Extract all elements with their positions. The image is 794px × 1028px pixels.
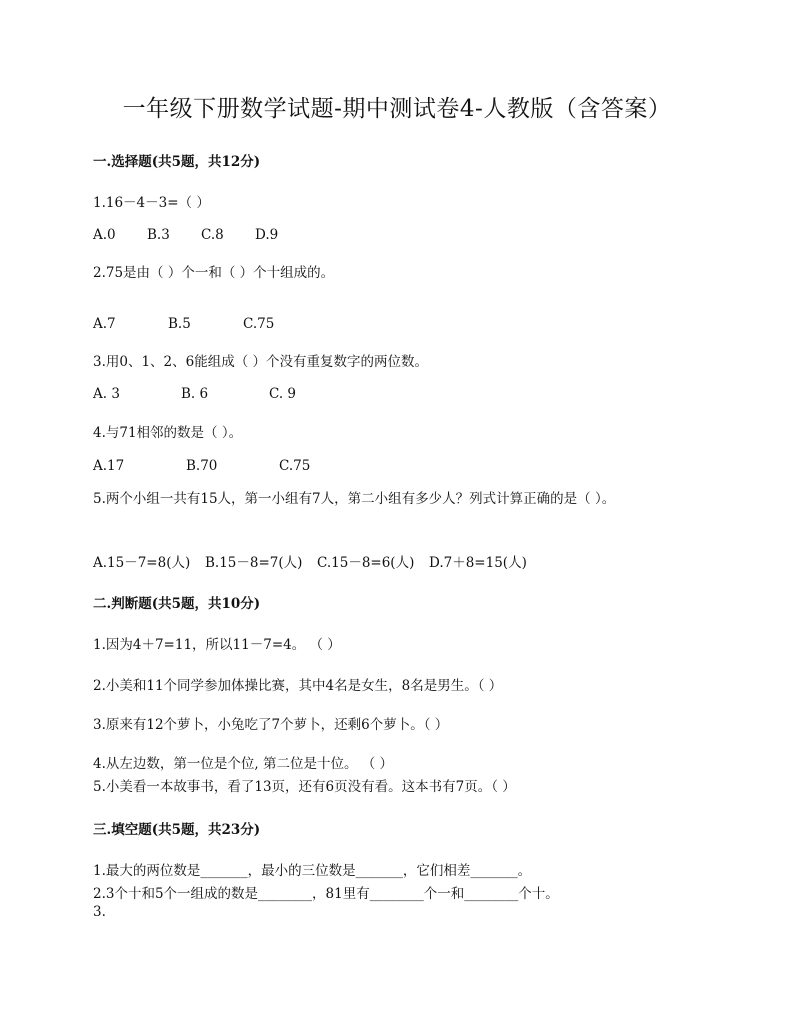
option: B.70 — [186, 458, 218, 474]
option: C.75 — [279, 458, 311, 474]
option: B.3 — [147, 227, 170, 243]
section-heading-choice: 一.选择题(共5题，共12分) — [93, 154, 261, 170]
question-options — [93, 386, 296, 402]
section-heading-fill-blank: 三.填空题(共5题，共23分) — [93, 822, 261, 838]
option: C.8 — [201, 227, 224, 243]
judgement-item: 4.从左边数，第一位是个位, 第二位是十位。 （ ） — [93, 756, 394, 772]
option: C.15－8=6(人) — [317, 555, 415, 571]
judgement-item: 3.原来有12个萝卜，小兔吃了7个萝卜，还剩6个萝卜。（ ） — [93, 717, 449, 733]
question-stem: 1.16－4－3=（ ） — [93, 195, 210, 211]
option: B. 6 — [181, 386, 209, 402]
fill-blank-item: 2.3个十和5个一组成的数是________，81里有________个一和________个十。 — [93, 886, 559, 902]
section-heading-judgement: 二.判断题(共5题，共10分) — [93, 596, 261, 612]
option: B.15－8=7(人) — [205, 555, 303, 571]
question-options — [93, 227, 278, 243]
option: D.7＋8=15(人) — [429, 555, 527, 571]
option: A.7 — [93, 316, 116, 332]
option: D.9 — [255, 227, 279, 243]
option: A.17 — [93, 458, 125, 474]
question-stem: 3.用0、1、2、6能组成（ ）个没有重复数字的两位数。 — [93, 354, 429, 370]
question-stem: 4.与71相邻的数是（ ）。 — [93, 425, 243, 441]
judgement-item: 5.小美看一本故事书，看了13页，还有6页没有看。这本书有7页。（ ） — [93, 779, 516, 795]
question-stem: 2.75是由（ ）个一和（ ）个十组成的。 — [93, 265, 335, 281]
document-title: 一年级下册数学试题-期中测试卷4-人教版（含答案） — [122, 96, 672, 122]
question-options — [93, 316, 274, 332]
option: A.0 — [93, 227, 116, 243]
option: C.75 — [243, 316, 275, 332]
option: C. 9 — [269, 386, 297, 402]
judgement-item: 1.因为4＋7=11，所以11－7=4。 （ ） — [93, 637, 341, 653]
fill-blank-item: 3. — [93, 904, 106, 920]
question-options — [93, 458, 310, 474]
question-options — [93, 551, 527, 571]
fill-blank-item: 1.最大的两位数是_______，最小的三位数是_______，它们相差_______。 — [93, 863, 532, 879]
question-stem: 5.两个小组一共有15人，第一小组有7人，第二小组有多少人？列式计算正确的是（ ）。 — [93, 491, 616, 507]
judgement-item: 2.小美和11个同学参加体操比赛，其中4名是女生，8名是男生。（ ） — [93, 678, 503, 694]
option: B.5 — [168, 316, 191, 332]
option: A. 3 — [93, 386, 120, 402]
option: A.15－7=8(人) — [93, 555, 191, 571]
